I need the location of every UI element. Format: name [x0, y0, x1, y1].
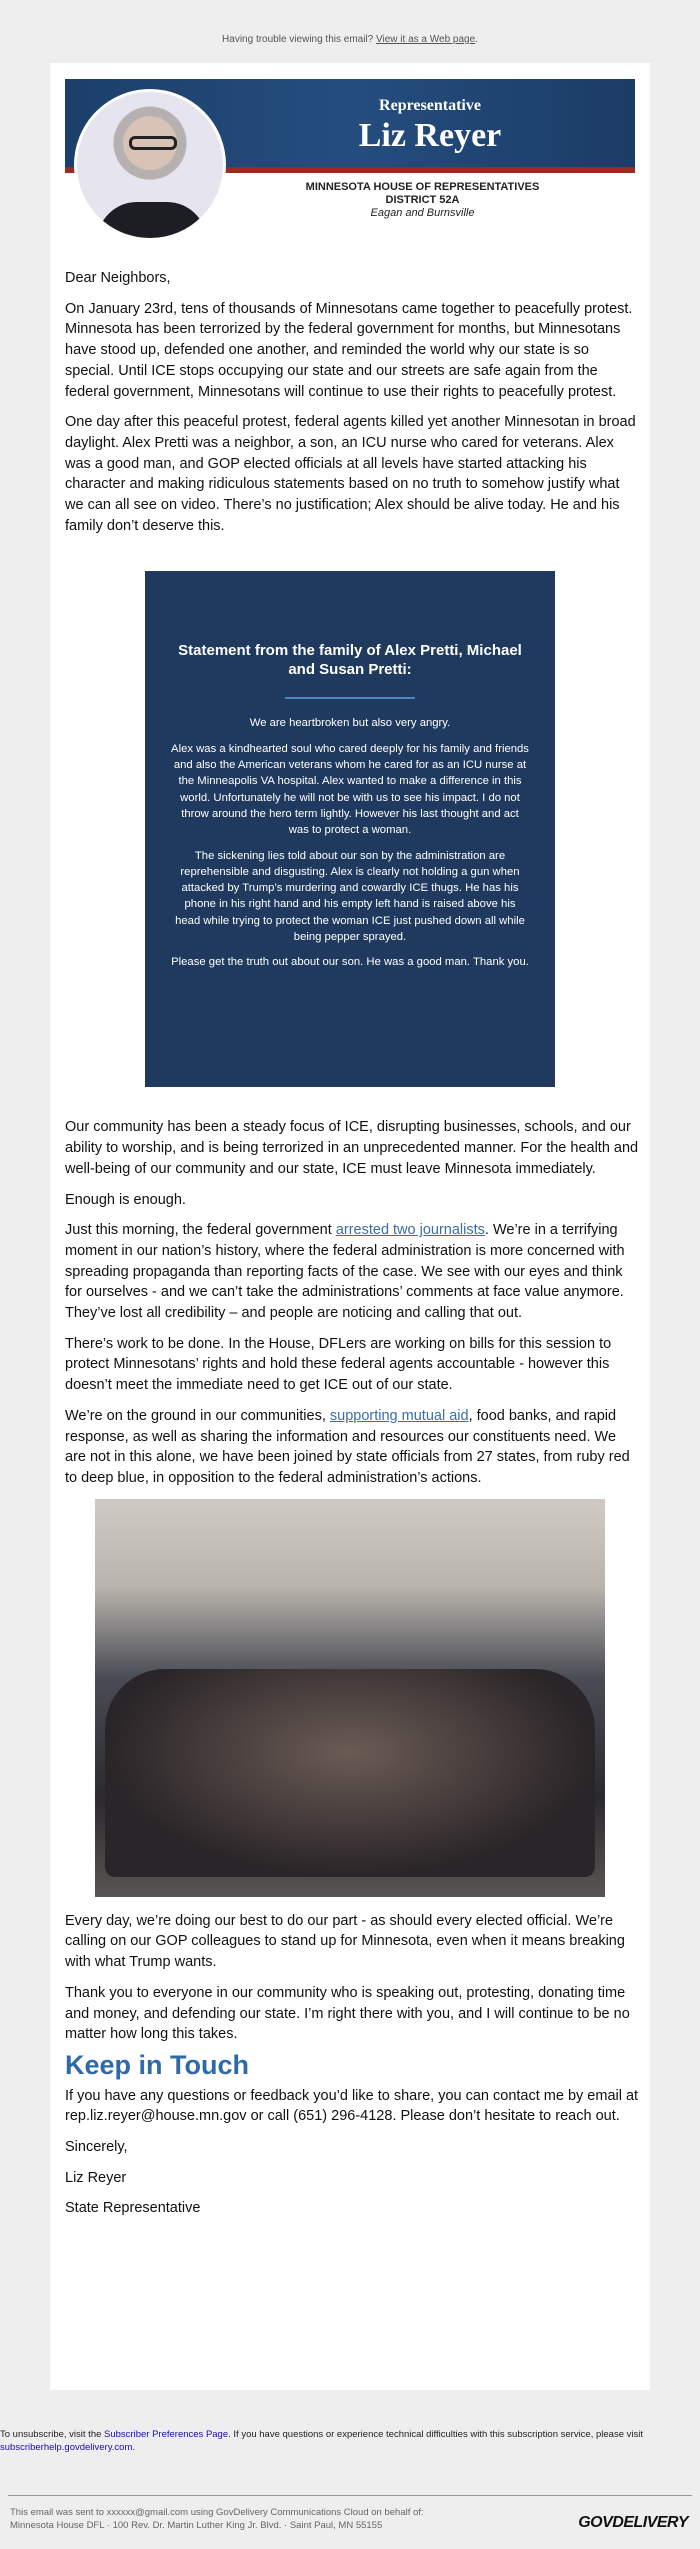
- signature-name: Liz Reyer: [65, 2169, 127, 2186]
- paragraph: Just this morning, the federal government arrested two journalists. We’re in a terrifying moment in our nation’s history, where the federal administration is more concerned with spreading propaganda than reporting facts of the case. We see with our eyes and think for ourselves - and we can’t take the administrations’ comments at face value anymore. They’ve lost all credibility – and people are noticing and calling that out.: [65, 1222, 625, 1322]
- header-org: MINNESOTA HOUSE OF REPRESENTATIVES DISTRICT 52A Eagan and Burnsville: [305, 181, 540, 219]
- arrested-journalists-link[interactable]: arrested two journalists: [335, 1222, 485, 1239]
- statement-title: Statement from the family of Alex Pretti, Michael and Susan Pretti:: [178, 642, 522, 679]
- subscriber-help-link[interactable]: subscriberhelp.govdelivery.com: [0, 2442, 133, 2453]
- footer-divider: [8, 2495, 692, 2496]
- email-card: [50, 63, 650, 2390]
- paragraph: Thank you to everyone in our community who is speaking out, protesting, donating time and money, and defending our state. I’m right there with you, and I will continue to be no matter how long this takes.: [65, 1984, 630, 2043]
- paragraph: One day after this peaceful protest, federal agents killed yet another Minnesotan in broad daylight. Alex Pretti was a neighbor, a son, an ICU nurse who cared for veterans. Alex was a good man, and GOP elected officials at all levels have started attacking his character and making ridiculous statements based on no truth to somehow justify what we can all see on video. There’s no justification; Alex should be alive today. He and his family don’t deserve this.: [65, 414, 636, 534]
- greeting: Dear Neighbors,: [65, 270, 171, 286]
- email-body: [65, 268, 640, 2229]
- paragraph: We’re on the ground in our communities, supporting mutual aid, food banks, and rapid response, as well as sharing the information and resources our constituents need. We are not in this alone, we have been joined by state officials from 27 states, from ruby red to deep blue, in opposition to the federal administration’s actions.: [65, 1407, 630, 1486]
- paragraph: There’s work to be done. In the House, DFLers are working on bills for this session to protect Minnesotans’ rights and hold these federal agents accountable - however this doesn’t meet the immediate need to get ICE out of our state.: [65, 1335, 612, 1394]
- glasses-shape: [129, 136, 177, 150]
- subscriber-preferences-link[interactable]: Subscriber Preferences Page: [104, 2429, 229, 2440]
- mutual-aid-link[interactable]: supporting mutual aid: [329, 1407, 469, 1424]
- statement-divider: [285, 697, 415, 699]
- paragraph: Our community has been a steady focus of ICE, disrupting businesses, schools, and our ability to worship, and is being terrorized in an unprecedented manner. For the health and well-being of our community and our state, ICE must leave Minnesota immediately.: [65, 1119, 639, 1177]
- closing: Sincerely,: [65, 2139, 128, 2156]
- view-web-page-link[interactable]: View it as a Web page: [376, 34, 476, 45]
- signature-title: State Representative: [65, 2200, 201, 2217]
- paragraph: On January 23rd, tens of thousands of Minnesotans came together to peacefully protest. Minnesota has been terrorized by the federal government for months, but Minnesotans have stood up, defended one another, and reminded the world why our state is so special. Until ICE stops occupying our state and our streets are safe again from the federal government, Minnesotans will continue to use their rights to peacefully protest.: [65, 300, 633, 400]
- paragraph: If you have any questions or feedback you’d like to share, you can contact me by email at rep.liz.reyer@house.mn.gov or call (651) 296-4128. Please don’t hesitate to reach out.: [65, 2087, 639, 2125]
- preheader: Having trouble viewing this email? View it as a Web page.: [222, 34, 478, 45]
- paragraph: Enough is enough.: [65, 1191, 186, 1208]
- jacket-shape: [97, 202, 207, 241]
- representative-portrait: [74, 89, 226, 241]
- crowd-shape: [105, 1669, 595, 1877]
- unsubscribe-footer: To unsubscribe, visit the Subscriber Preferences Page. If you have questions or experience technical difficulties with this subscription service, please visit subscriberhelp.govdelivery.com.: [0, 2429, 643, 2453]
- family-statement-image: Statement from the family of Alex Pretti, Michael and Susan Pretti: We are heartbroken but also very angry. Alex was a kindhearted soul who cared deeply for his family and friends and also the American veterans whom he cared for as an ICU nurse at the Minneapolis VA hospital. Alex wanted to make a difference in this world. Unfortunately he will not be with us to see his impact. I do not throw around the hero term lightly. However his last thought and act was to protect a woman. The sickening lies told about our son by the administration are reprehensible and disgusting. Alex is clearly not holding a gun when attacked by Trump’s murdering and cowardly ICE thugs. He has his phone in his right hand and his empty left hand is raised above his head while trying to protect the woman ICE just pushed down all while being pepper sprayed. Please get the truth out about our son. He was a good man. Thank you.: [145, 571, 555, 1087]
- keep-in-touch-heading: Keep in Touch: [65, 2049, 250, 2080]
- header-name: Liz Reyer: [358, 117, 502, 154]
- govdelivery-logo[interactable]: GOVDELIVERY: [578, 2514, 688, 2531]
- group-photo: [95, 1499, 605, 1897]
- paragraph: Every day, we’re doing our best to do our part - as should every elected official. We’re calling on our GOP colleagues to stand up for Minnesota, even when it means breaking with what Trump wants.: [65, 1912, 625, 1971]
- sent-notice: This email was sent to xxxxxx@gmail.com using GovDelivery Communications Cloud on behalf of: Minnesota House DFL · 100 Rev. Dr. Martin Luther King Jr. Blvd. · Saint Paul, MN 55155: [10, 2507, 424, 2531]
- header-title-small: Representative: [379, 97, 481, 114]
